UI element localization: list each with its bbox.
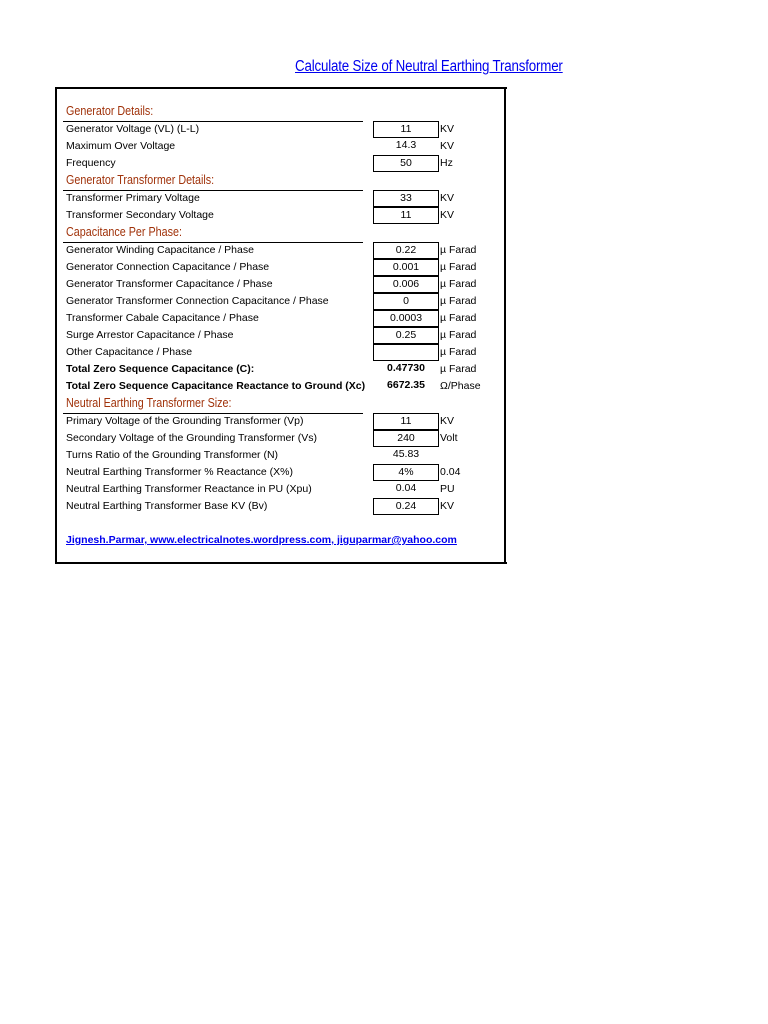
- row-label: Transformer Primary Voltage: [66, 192, 200, 204]
- total-capacitance-value: 0.47730: [387, 362, 425, 374]
- row-unit: Volt: [440, 432, 458, 444]
- section-capacitance: Capacitance Per Phase:: [66, 225, 182, 239]
- turns-ratio-value: 45.83: [392, 448, 420, 460]
- row-label: Frequency: [66, 157, 116, 169]
- row-unit: Ω/Phase: [440, 380, 481, 392]
- frequency-input[interactable]: 50: [373, 155, 439, 172]
- row-label: Neutral Earthing Transformer Reactance in PU (Xpu): [66, 483, 312, 495]
- author-contact-link[interactable]: Jignesh.Parmar, www.electricalnotes.wordpress.com, jiguparmar@yahoo.com: [66, 534, 457, 546]
- row-unit: µ Farad: [440, 278, 477, 290]
- row-unit: KV: [440, 209, 455, 221]
- row-unit: KV: [440, 140, 455, 152]
- row-unit: µ Farad: [440, 329, 477, 341]
- transformer-primary-voltage-input[interactable]: 33: [373, 190, 439, 207]
- connection-capacitance-input[interactable]: 0.001: [373, 259, 439, 276]
- row-label: Generator Transformer Connection Capacitance / Phase: [66, 295, 329, 307]
- section-transformer-details: Generator Transformer Details:: [66, 173, 215, 187]
- row-unit: PU: [440, 483, 455, 495]
- row-unit: µ Farad: [440, 312, 477, 324]
- max-over-voltage-value: 14.3: [395, 139, 417, 151]
- row-label: Generator Winding Capacitance / Phase: [66, 244, 254, 256]
- row-label: Generator Voltage (VL) (L-L): [66, 123, 200, 135]
- row-unit: µ Farad: [440, 295, 477, 307]
- row-unit: µ Farad: [440, 244, 477, 256]
- primary-voltage-input[interactable]: 11: [373, 413, 439, 430]
- sheet-title[interactable]: Calculate Size of Neutral Earthing Transformer: [295, 58, 563, 75]
- row-unit: µ Farad: [440, 346, 477, 358]
- row-unit: µ Farad: [440, 363, 477, 375]
- row-label: Turns Ratio of the Grounding Transformer (N): [66, 449, 279, 461]
- section-underline: [63, 190, 363, 191]
- row-unit: KV: [440, 415, 455, 427]
- generator-voltage-input[interactable]: 11: [373, 121, 439, 138]
- row-unit: KV: [440, 192, 455, 204]
- transformer-secondary-voltage-input[interactable]: 11: [373, 207, 439, 224]
- row-unit: 0.04: [440, 466, 461, 478]
- other-capacitance-input[interactable]: [373, 344, 439, 361]
- percent-reactance-input[interactable]: 4%: [373, 464, 439, 481]
- row-unit: Hz: [440, 157, 453, 169]
- winding-capacitance-input[interactable]: 0.22: [373, 242, 439, 259]
- transformer-capacitance-input[interactable]: 0.006: [373, 276, 439, 293]
- row-unit: KV: [440, 500, 455, 512]
- row-label: Transformer Cabale Capacitance / Phase: [66, 312, 259, 324]
- row-label: Other Capacitance / Phase: [66, 346, 193, 358]
- row-label: Surge Arrestor Capacitance / Phase: [66, 329, 234, 341]
- section-underline: [63, 121, 363, 122]
- row-label: Primary Voltage of the Grounding Transformer (Vp): [66, 415, 304, 427]
- section-underline: [63, 413, 363, 414]
- row-unit: µ Farad: [440, 261, 477, 273]
- row-label: Secondary Voltage of the Grounding Transformer (Vs): [66, 432, 317, 444]
- row-label: Total Zero Sequence Capacitance (C):: [66, 363, 255, 375]
- row-label: Neutral Earthing Transformer % Reactance (X%): [66, 466, 294, 478]
- base-kv-value[interactable]: 0.24: [373, 498, 439, 515]
- surge-arrestor-capacitance-input[interactable]: 0.25: [373, 327, 439, 344]
- section-net-size: Neutral Earthing Transformer Size:: [66, 396, 232, 410]
- section-generator-details: Generator Details:: [66, 104, 154, 118]
- row-label: Maximum Over Voltage: [66, 140, 176, 152]
- row-label: Neutral Earthing Transformer Base KV (Bv): [66, 500, 268, 512]
- row-label: Total Zero Sequence Capacitance Reactance to Ground (Xc): [66, 380, 366, 392]
- row-label: Generator Transformer Capacitance / Phase: [66, 278, 273, 290]
- frame-right-border: [504, 87, 506, 564]
- reactance-pu-value: 0.04: [395, 482, 417, 494]
- row-unit: KV: [440, 123, 455, 135]
- cable-capacitance-input[interactable]: 0.0003: [373, 310, 439, 327]
- secondary-voltage-input[interactable]: 240: [373, 430, 439, 447]
- transformer-connection-capacitance-input[interactable]: 0: [373, 293, 439, 310]
- row-label: Transformer Secondary Voltage: [66, 209, 214, 221]
- section-underline: [63, 242, 363, 243]
- row-label: Generator Connection Capacitance / Phase: [66, 261, 270, 273]
- capacitance-reactance-value: 6672.35: [387, 379, 425, 391]
